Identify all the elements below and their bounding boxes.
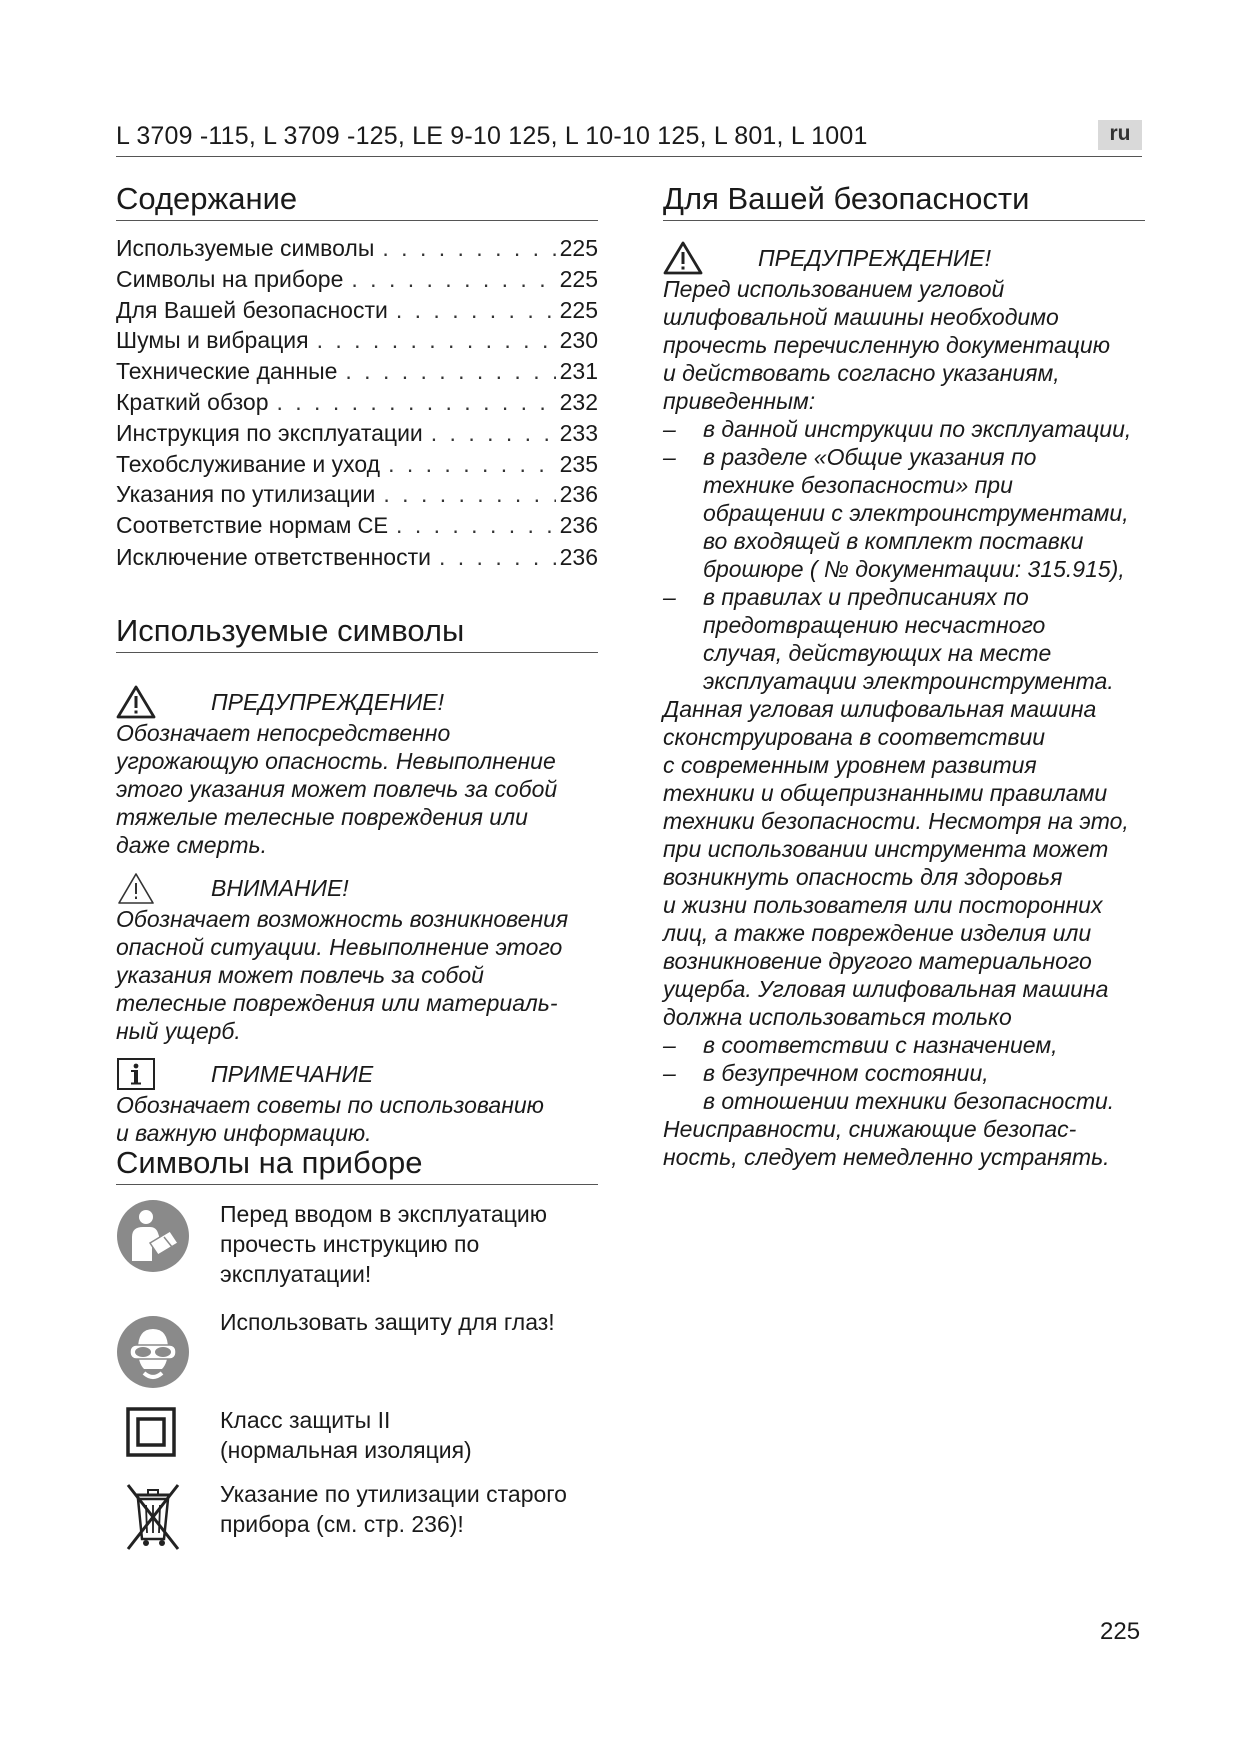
toc-item[interactable] [116, 449, 598, 480]
text-line: и важную информацию. [116, 1120, 372, 1146]
toc-item[interactable] [116, 356, 598, 387]
symbol-row-disposal [116, 1479, 598, 1559]
protection-class-ii-icon [116, 1405, 190, 1459]
symbol-text-class-ii [220, 1405, 598, 1465]
ce-mark-icon: CE [357, 513, 389, 539]
toc-title: Содержание [116, 180, 598, 221]
text-line: и действовать согласно указаниям, [663, 360, 1060, 386]
toc-leader-dots [351, 264, 555, 295]
text-line: эксплуатации электроинструмента. [703, 668, 1114, 694]
warning-notice [116, 685, 598, 859]
toc-item[interactable] [116, 510, 598, 542]
text-line: Класс защиты II [220, 1407, 391, 1433]
note-notice [116, 1057, 598, 1147]
toc-item-label: Техобслуживание и уход [116, 450, 381, 477]
toc-leader-dots [383, 479, 555, 510]
warning-triangle-icon [116, 685, 156, 719]
text-line: Обозначает непосредственно [116, 720, 451, 746]
text-line: ность, следует немедленно устранять. [663, 1144, 1110, 1170]
text-line: обращении с электроинструментами, [703, 500, 1129, 526]
symbol-text-disposal [220, 1479, 598, 1539]
toc-leader-dots [431, 418, 556, 449]
toc-item-page: 230 [559, 327, 598, 354]
symbol-text-manual [220, 1199, 598, 1289]
toc-item-label: Соответствие нормам [116, 512, 352, 539]
safety-title: Для Вашей безопасности [663, 180, 1145, 221]
text-line: должна использоваться только [663, 1004, 1012, 1030]
safety-warning [663, 241, 1145, 275]
text-line: техники безопасности. Несмотря на это, [663, 808, 1129, 834]
text-line: угрожающую опасность. Невыполнение [116, 748, 556, 774]
toc-item-label: Для Вашей безопасности [116, 296, 388, 323]
info-icon [116, 1057, 156, 1091]
text-line: даже смерть. [116, 832, 268, 858]
toc-section [116, 180, 598, 573]
text-line: (нормальная изоляция) [220, 1437, 472, 1463]
model-list: L 3709 -115, L 3709 -125, LE 9-10 125, L 10-10 125, L 801, L 1001 [116, 122, 868, 150]
safety-section [663, 180, 1145, 1171]
toc-item-page: 236 [559, 543, 598, 570]
toc-item[interactable] [116, 479, 598, 510]
toc-item-label: Технические данные [116, 358, 338, 385]
text-line: лиц, а также повреждение изделия или [663, 920, 1092, 946]
language-badge: ru [1098, 120, 1142, 150]
symbol-row-class-ii [116, 1405, 598, 1469]
toc-item-label: Исключение ответственности [116, 543, 431, 570]
safety-document-list [663, 415, 1145, 695]
text-line: этого указания может повлечь за собой [116, 776, 558, 802]
symbol-text-eye-protection [220, 1307, 598, 1337]
safety-paragraph [663, 695, 1145, 1031]
text-line: случая, действующих на месте [703, 640, 1052, 666]
toc-item-label: Шумы и вибрация [116, 327, 309, 354]
text-line: эксплуатации! [220, 1261, 372, 1287]
caution-notice [116, 871, 598, 1045]
dash-bullet: – [663, 416, 676, 442]
toc-item-label: Краткий обзор [116, 388, 269, 415]
text-line: Перед использованием угловой [663, 276, 1005, 302]
safety-intro [663, 275, 1145, 415]
text-line: Данная угловая шлифовальная машина [663, 696, 1097, 722]
text-line: прибора (см. стр. 236)! [220, 1511, 464, 1537]
text-line: ущерба. Угловая шлифовальная машина [663, 976, 1109, 1002]
text-line: Обозначает возможность возникновения [116, 906, 569, 932]
toc-item-page: 233 [559, 419, 598, 446]
text-line: телесные повреждения или материаль- [116, 990, 558, 1016]
text-line: в отношении техники безопасности. [703, 1088, 1115, 1114]
toc-leader-dots [382, 233, 555, 264]
toc-item-page: 225 [559, 265, 598, 292]
text-line: ный ущерб. [116, 1018, 241, 1044]
toc-item[interactable] [116, 325, 598, 356]
dash-bullet: – [663, 444, 676, 470]
text-line: при использовании инструмента может [663, 836, 1109, 862]
toc-item-page: 225 [559, 235, 598, 261]
toc-leader-dots [388, 449, 556, 480]
toc-item-label: Используемые символы [116, 235, 375, 261]
text-line: прочесть инструкцию по [220, 1231, 480, 1257]
dash-bullet: – [663, 1060, 676, 1086]
toc-item[interactable] [116, 233, 598, 264]
safety-warning-title: ПРЕДУПРЕЖДЕНИЕ! [758, 245, 992, 271]
toc-leader-dots [345, 356, 555, 387]
text-line: Перед вводом в эксплуатацию [220, 1201, 547, 1227]
symbol-row-eye-protection [116, 1307, 598, 1397]
text-line: указания может повлечь за собой [116, 962, 484, 988]
toc-item[interactable] [116, 387, 598, 418]
note-text [116, 1091, 598, 1147]
toc-item-page: 225 [559, 296, 598, 323]
caution-text [116, 905, 598, 1045]
text-line: Обозначает советы по использованию [116, 1092, 544, 1118]
symbols-used-section [116, 612, 598, 1147]
toc-item-page: 236 [559, 512, 598, 539]
device-symbols-title: Символы на приборе [116, 1144, 598, 1185]
text-line: техники и общепризнанными правилами [663, 780, 1108, 806]
text-line: в данной инструкции по эксплуатации, [703, 416, 1132, 442]
toc-leader-dots [439, 542, 556, 573]
text-line: возникнуть опасность для здоровья [663, 864, 1063, 890]
text-line: в соответствии с назначением, [703, 1032, 1058, 1058]
list-item [663, 1059, 1145, 1115]
page-header [116, 120, 1142, 157]
safety-closing [663, 1115, 1145, 1171]
warning-title: ПРЕДУПРЕЖДЕНИЕ! [211, 689, 445, 715]
symbol-row-manual [116, 1199, 598, 1295]
crossed-bin-icon [116, 1479, 190, 1553]
text-line: в разделе «Общие указания по [703, 444, 1037, 470]
toc-item[interactable] [116, 295, 598, 326]
text-line: возникновение другого материального [663, 948, 1092, 974]
text-line: приведенным: [663, 388, 816, 414]
toc-leader-dots [396, 295, 556, 326]
text-line: Неисправности, снижающие безопас- [663, 1116, 1077, 1142]
dash-bullet: – [663, 584, 676, 610]
list-item [663, 443, 1145, 583]
symbols-used-title: Используемые символы [116, 612, 598, 653]
toc-item[interactable] [116, 264, 598, 295]
text-line: Использовать защиту для глаз! [220, 1309, 555, 1335]
page-number: 225 [1100, 1618, 1141, 1645]
list-item [663, 1031, 1145, 1059]
text-line: технике безопасности» при [703, 472, 1013, 498]
toc-leader-dots [277, 387, 556, 418]
list-item [663, 583, 1145, 695]
toc-item-label: Инструкция по эксплуатации [116, 419, 423, 446]
toc-leader-dots [396, 510, 556, 541]
toc-item[interactable] [116, 418, 598, 449]
warning-text [116, 719, 598, 859]
text-line: с современным уровнем развития [663, 752, 1037, 778]
toc-item-page: 231 [559, 358, 598, 385]
eye-protection-icon [116, 1315, 190, 1389]
toc-item-page: 236 [559, 481, 598, 508]
note-title: ПРИМЕЧАНИЕ [211, 1061, 374, 1087]
warning-triangle-icon [663, 241, 703, 275]
safety-usage-list [663, 1031, 1145, 1115]
caution-triangle-icon [116, 871, 156, 905]
text-line: брошюре ( № документации: 315.915), [703, 556, 1125, 582]
toc-item-page: 235 [559, 450, 598, 477]
text-line: предотвращению несчастного [703, 612, 1046, 638]
toc-item-label: Символы на приборе [116, 265, 344, 292]
text-line: сконструирована в соответствии [663, 724, 1046, 750]
text-line: тяжелые телесные повреждения или [116, 804, 528, 830]
toc-list [116, 233, 598, 573]
toc-item[interactable] [116, 542, 598, 573]
device-symbols-section [116, 1144, 598, 1559]
caution-title: ВНИМАНИЕ! [211, 875, 349, 901]
text-line: в правилах и предписаниях по [703, 584, 1029, 610]
text-line: Указание по утилизации старого [220, 1481, 567, 1507]
read-manual-icon [116, 1199, 190, 1273]
toc-item-label: Указания по утилизации [116, 481, 376, 508]
text-line: и жизни пользователя или посторонних [663, 892, 1103, 918]
dash-bullet: – [663, 1032, 676, 1058]
list-item [663, 415, 1145, 443]
toc-item-page: 232 [559, 388, 598, 415]
text-line: прочесть перечисленную документацию [663, 332, 1110, 358]
text-line: в безупречном состоянии, [703, 1060, 989, 1086]
text-line: шлифовальной машины необходимо [663, 304, 1059, 330]
text-line: во входящей в комплект поставки [703, 528, 1084, 554]
text-line: опасной ситуации. Невыполнение этого [116, 934, 563, 960]
toc-leader-dots [317, 325, 556, 356]
